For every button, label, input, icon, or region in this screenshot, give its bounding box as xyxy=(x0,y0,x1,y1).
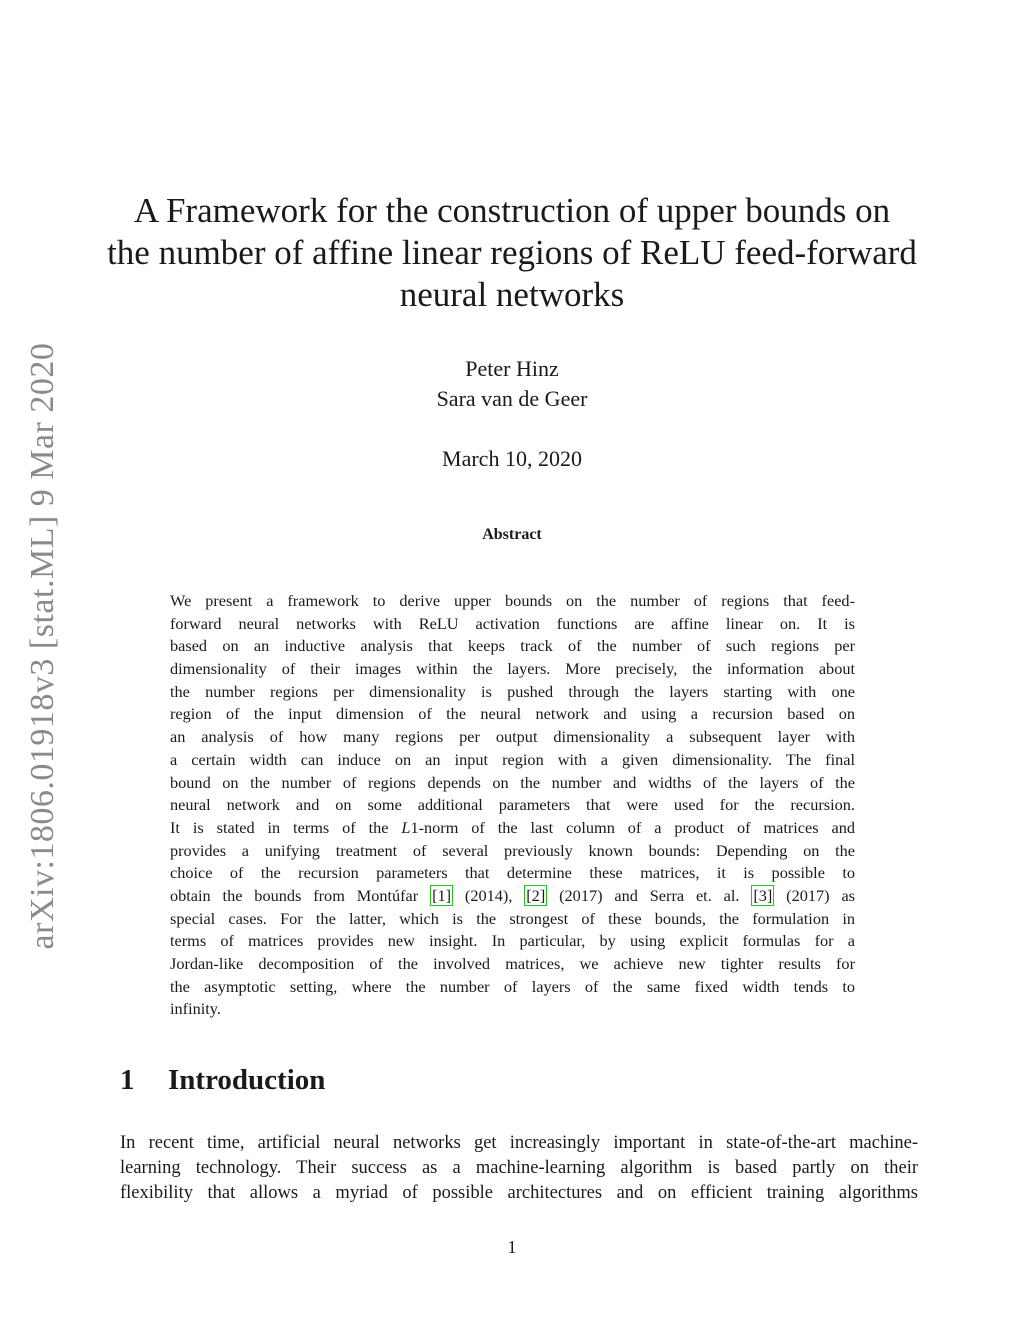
abstract-line: an analysis of how many regions per output dimensionality a subsequent layer with xyxy=(170,727,855,747)
abstract-line: region of the input dimension of the neural network and using a recursion based on xyxy=(170,704,855,724)
abstract-line: Jordan-like decomposition of the involved matrices, we achieve new tighter results for xyxy=(170,954,855,973)
abstract-line: forward neural networks with ReLU activation functions are affine linear on. It is xyxy=(170,613,855,633)
abstract-body xyxy=(170,590,855,1021)
citation-link-1[interactable]: [1] xyxy=(432,885,452,905)
abstract-line: a certain width can induce on an input region with a given dimensionality. The final xyxy=(170,749,855,769)
abstract-line: the asymptotic setting, where the number of layers of the same fixed width tends to xyxy=(170,976,855,996)
abstract-text: (2017) as xyxy=(774,885,856,905)
abstract-line: dimensionality of their images within the layers. More precisely, the information about xyxy=(170,659,855,679)
math-symbol: L xyxy=(401,817,411,837)
arxiv-stamp: arXiv:1806.01918v3 [stat.ML] 9 Mar 2020 xyxy=(24,342,61,950)
title-line: neural networks xyxy=(399,275,625,314)
abstract-line: special cases. For the latter, which is the strongest of these bounds, the formulation in xyxy=(170,908,855,928)
abstract-line: neural network and on some additional parameters that were used for the recursion. xyxy=(170,795,855,815)
section-title: Introduction xyxy=(168,1064,326,1096)
section-number: 1 xyxy=(120,1064,135,1096)
abstract-line: based on an inductive analysis that keeps track of the number of such regions per xyxy=(170,636,855,656)
intro-line: learning technology. Their success as a machine-learning algorithm is based partly on their xyxy=(120,1158,918,1178)
abstract-text: 1-norm of the last column of a product of matrices and xyxy=(410,817,855,837)
abstract-line: choice of the recursion parameters that determine these matrices, it is possible to xyxy=(170,863,855,883)
intro-line: In recent time, artificial neural networks get increasingly important in state-of-the-art machine- xyxy=(120,1133,918,1153)
abstract-line xyxy=(170,885,855,908)
abstract-line: We present a framework to derive upper bounds on the number of regions that feed- xyxy=(170,591,855,610)
author-list xyxy=(312,354,712,414)
abstract-line: provides a unifying treatment of several previously known bounds: Depending on the xyxy=(170,840,855,860)
title-line: the number of affine linear regions of ReLU feed-forward xyxy=(107,233,917,272)
abstract-heading: Abstract xyxy=(482,526,542,543)
page-number: 1 xyxy=(507,1237,517,1257)
paper-date: March 10, 2020 xyxy=(442,446,582,471)
intro-line: flexibility that allows a myriad of possible architectures and on efficient training algorithms xyxy=(120,1183,918,1203)
abstract-line: the number regions per dimensionality is pushed through the layers starting with one xyxy=(170,681,855,701)
paper-title xyxy=(100,190,924,316)
abstract-line xyxy=(170,817,855,840)
abstract-line: terms of matrices provides new insight. In particular, by using explicit formulas for a xyxy=(170,931,855,951)
intro-paragraph xyxy=(120,1131,918,1206)
citation-link-3[interactable]: [3] xyxy=(753,885,773,905)
abstract-text: (2017) and Serra et. al. xyxy=(547,885,752,905)
abstract-text: obtain the bounds from Montúfar xyxy=(170,885,431,905)
title-line: A Framework for the construction of upper bounds on xyxy=(133,191,891,230)
citation-link-2[interactable]: [2] xyxy=(526,885,546,905)
abstract-text: (2014), xyxy=(453,885,525,905)
section-heading xyxy=(120,1064,325,1097)
author-name: Sara van de Geer xyxy=(436,386,588,411)
author-name: Peter Hinz xyxy=(465,356,559,381)
abstract-line: bound on the number of regions depends on the number and widths of the layers of the xyxy=(170,772,855,792)
abstract-line: infinity. xyxy=(170,999,221,1019)
abstract-text: It is stated in terms of the xyxy=(170,817,402,837)
